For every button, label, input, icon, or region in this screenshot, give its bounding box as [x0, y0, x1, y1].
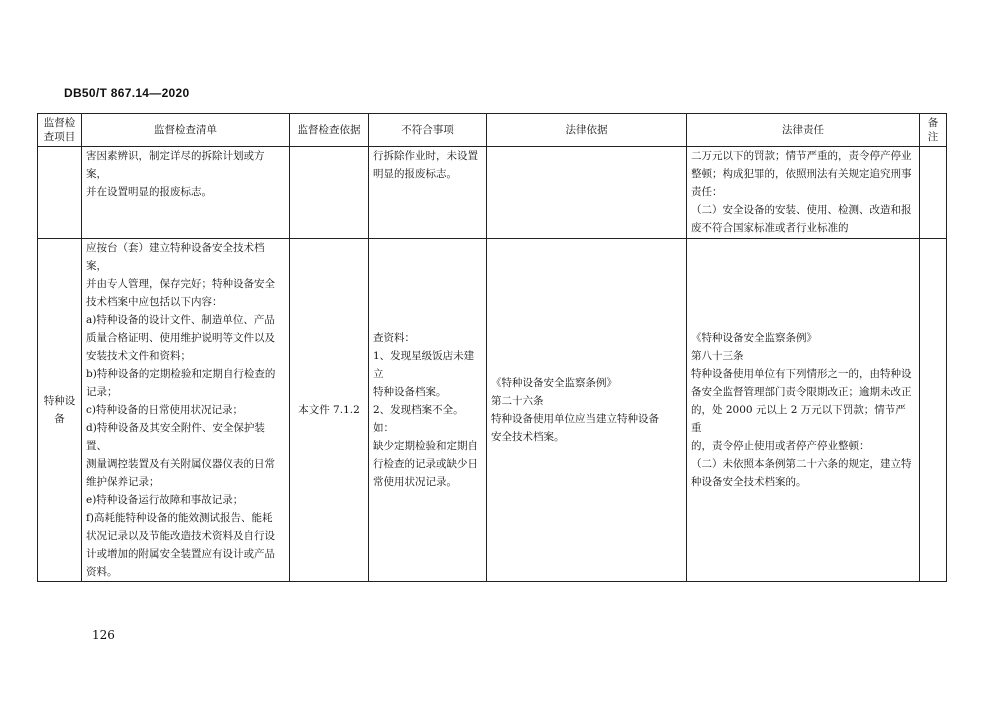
cell-remark [920, 147, 947, 239]
cell-nonconformity: 行拆除作业时，未设置 明显的报废标志。 [369, 147, 487, 239]
cell-legal-basis [487, 147, 687, 239]
column-header-legal-basis: 法律依据 [487, 114, 687, 147]
cell-basis: 本文件 7.1.2 [290, 239, 369, 582]
cell-remark [920, 239, 947, 582]
cell-liability: 二万元以下的罚款；情节严重的，责令停产停业 整顿；构成犯罪的，依照刑法有关规定追究刑事 责任： （二）安全设备的安装、使用、检测、改造和报 废不符合国家标准或者行业标准的 [687, 147, 920, 239]
table-row [38, 147, 947, 239]
table-row [38, 239, 947, 582]
table-header-row [38, 114, 947, 147]
cell-liability: 《特种设备安全监察条例》 第八十三条 特种设备使用单位有下列情形之一的，由特种设 备安全监督管理部门责令限期改正；逾期未改正 的，处 2000 元以上 2 万元以下罚款；情节严重 的，责令停止使用或者停产停业整顿： （二）未依照本条例第二十六条的规定，建立特 种设备安全技术档案的。 [687, 239, 920, 582]
column-header-liability: 法律责任 [687, 114, 920, 147]
cell-nonconformity: 查资料： 1、发现星级饭店未建立 特种设备档案。 2、发现档案不全。如： 缺少定期检验和定期自 行检查的记录或缺少日 常使用状况记录。 [369, 239, 487, 582]
column-header-remark: 备注 [920, 114, 947, 147]
supervision-table [37, 113, 947, 582]
column-header-basis: 监督检查依据 [290, 114, 369, 147]
document-code: DB50/T 867.14—2020 [64, 86, 190, 100]
cell-item [38, 147, 82, 239]
cell-item: 特种设 备 [38, 239, 82, 582]
cell-checklist: 害因素辨识，制定详尽的拆除计划或方案， 并在设置明显的报废标志。 [82, 147, 290, 239]
column-header-checklist: 监督检查清单 [82, 114, 290, 147]
page-number: 126 [92, 628, 115, 642]
cell-checklist: 应按台（套）建立特种设备安全技术档案， 并由专人管理，保存完好；特种设备安全 技术档案中应包括以下内容： a)特种设备的设计文件、制造单位、产品 质量合格证明、使用维护说明等文件以及 安装技术文件和资料； b)特种设备的定期检验和定期自行检查的 记录； c)特种设备的日常使用状况记录； d)特种设备及其安全附件、安全保护装置、 测量调控装置及有关附属仪器仪表的日常 维护保养记录； e)特种设备运行故障和事故记录； f)高耗能特种设备的能效测试报告、能耗 状况记录以及节能改造技术资料及自行设 计或增加的附属安全装置应有设计或产品 资料。 [82, 239, 290, 582]
column-header-nonconformity: 不符合事项 [369, 114, 487, 147]
column-header-item: 监督检查项目 [38, 114, 82, 147]
cell-basis [290, 147, 369, 239]
cell-legal-basis: 《特种设备安全监察条例》 第二十六条 特种设备使用单位应当建立特种设备 安全技术档案。 [487, 239, 687, 582]
